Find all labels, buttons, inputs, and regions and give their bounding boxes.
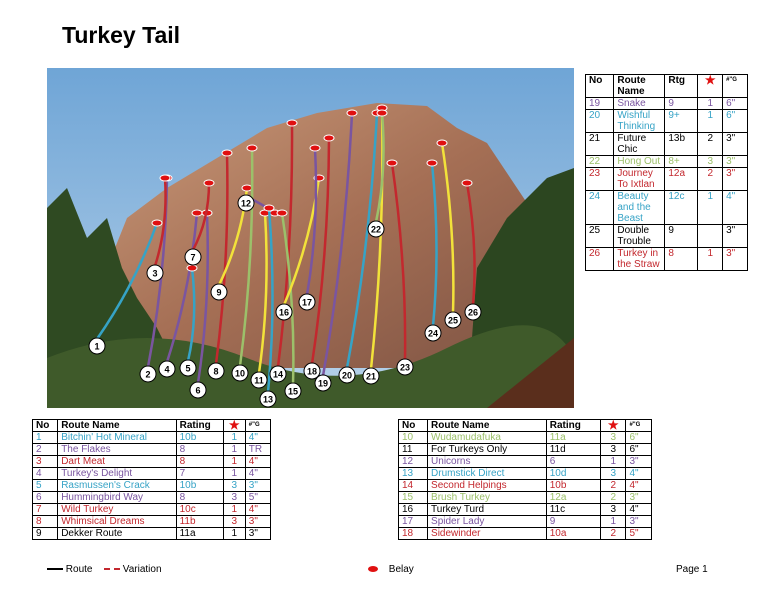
table-row [399, 456, 652, 468]
route-pro: 3" [245, 516, 270, 528]
belay-marker [347, 110, 357, 116]
route-number: 24 [427, 328, 439, 339]
route-name: For Turkeys Only [428, 444, 547, 456]
route-no: 26 [586, 248, 614, 271]
route-stars: 1 [601, 456, 626, 468]
belay-marker [377, 110, 387, 116]
table-row [586, 156, 748, 168]
route-pro: 4" [245, 432, 270, 444]
route-name: Future Chic [614, 133, 665, 156]
route-number-marker [89, 338, 105, 354]
route-no: 9 [33, 528, 58, 540]
route-rating: 11a [176, 528, 223, 540]
route-name: Turkey's Delight [58, 468, 176, 480]
route-rating: 9 [665, 225, 698, 248]
route-name: Second Helpings [428, 480, 547, 492]
route-number-marker [368, 221, 384, 237]
route-pro: 6" [626, 444, 652, 456]
table-row [33, 456, 271, 468]
page-number: Page 1 [676, 564, 708, 575]
route-rating: 8 [176, 492, 223, 504]
route-no: 16 [399, 504, 428, 516]
route-name: Hummingbird Way [58, 492, 176, 504]
route-stars: 3 [223, 480, 245, 492]
route-pro: 6" [626, 432, 652, 444]
table-row [399, 528, 652, 540]
route-name: The Flakes [58, 444, 176, 456]
star-icon: ★ [698, 75, 723, 98]
route-pro: 3" [626, 492, 652, 504]
belay-marker [264, 205, 274, 211]
route-number: 19 [317, 378, 329, 389]
route-no: 19 [586, 98, 614, 110]
route-stars: 1 [223, 444, 245, 456]
route-name: Dekker Route [58, 528, 176, 540]
belay-marker [437, 140, 447, 146]
route-stars: 1 [698, 110, 723, 133]
route-rating: 10b [176, 480, 223, 492]
route-rating: 12a [546, 492, 600, 504]
belay-marker [247, 145, 257, 151]
route-no: 14 [399, 480, 428, 492]
table-row [586, 225, 748, 248]
route-pro: 5" [245, 492, 270, 504]
route-stars: 2 [601, 480, 626, 492]
route-no: 12 [399, 456, 428, 468]
route-no: 15 [399, 492, 428, 504]
belay-marker [287, 120, 297, 126]
route-name: Turkey Turd [428, 504, 547, 516]
route-stars: 1 [698, 191, 723, 225]
route-no: 21 [586, 133, 614, 156]
route-name: Wudamudafuka [428, 432, 547, 444]
route-no: 3 [33, 456, 58, 468]
route-stars: 1 [698, 248, 723, 271]
route-rating: 9 [546, 516, 600, 528]
table-row [586, 110, 748, 133]
route-stars: 3 [698, 156, 723, 168]
route-no: 23 [586, 168, 614, 191]
route-name: Wild Turkey [58, 504, 176, 516]
route-pro: 6" [723, 110, 748, 133]
table-row [33, 528, 271, 540]
route-number: 11 [254, 375, 264, 386]
table-row [33, 516, 271, 528]
legend-belay-label: Belay [388, 564, 414, 575]
belay-marker [222, 150, 232, 156]
route-pro: 3" [723, 133, 748, 156]
route-rating: 11b [176, 516, 223, 528]
route-name: Bitchin' Hot Mineral [58, 432, 176, 444]
route-stars: 3 [223, 516, 245, 528]
route-pro: 5" [626, 528, 652, 540]
route-pro: 4" [626, 504, 652, 516]
pro-size-icon: #"G [723, 75, 748, 98]
route-no: 24 [586, 191, 614, 225]
route-number: 16 [278, 307, 290, 318]
route-pro: 6" [723, 98, 748, 110]
pro-size-icon: #"G [626, 420, 652, 432]
belay-marker [187, 265, 197, 271]
route-name: Drumstick Direct [428, 468, 547, 480]
route-number-marker [180, 360, 196, 376]
route-table-left [32, 419, 271, 540]
route-number: 13 [262, 394, 274, 405]
table-row [33, 468, 271, 480]
route-number-marker [270, 366, 286, 382]
header-route-name: Route Name [58, 420, 176, 432]
topo-photo [47, 68, 574, 408]
belay-marker [277, 210, 287, 216]
route-number: 4 [164, 364, 170, 375]
legend-variation-label: Variation [122, 564, 162, 575]
route-number-marker [276, 304, 292, 320]
route-stars: 1 [223, 432, 245, 444]
route-number: 8 [213, 366, 219, 377]
route-pro: 3" [245, 480, 270, 492]
route-number: 9 [216, 287, 222, 298]
table-row [399, 468, 652, 480]
page-title: Turkey Tail [62, 22, 181, 48]
route-number: 26 [467, 307, 479, 318]
belay-marker [324, 135, 334, 141]
route-rating: 10b [546, 480, 600, 492]
route-name: Whimsical Dreams [58, 516, 176, 528]
route-number-marker [397, 359, 413, 375]
route-number: 18 [306, 366, 318, 377]
route-number-marker [465, 304, 481, 320]
route-rating: 12c [665, 191, 698, 225]
route-line-icon [47, 568, 63, 570]
header-rating: Rtg [665, 75, 698, 98]
route-stars: 2 [601, 528, 626, 540]
route-number-marker [147, 265, 163, 281]
legend-belay [368, 564, 414, 575]
table-row [33, 504, 271, 516]
route-number: 1 [94, 341, 100, 352]
variation-line-icon [104, 568, 120, 570]
route-no: 7 [33, 504, 58, 516]
route-no: 10 [399, 432, 428, 444]
route-number-marker [190, 382, 206, 398]
route-rating: 10b [176, 432, 223, 444]
route-rating: 11d [546, 444, 600, 456]
route-rating: 10a [546, 528, 600, 540]
route-name: Beauty and the Beast [614, 191, 665, 225]
route-number-marker [185, 249, 201, 265]
route-pro: 4" [626, 480, 652, 492]
belay-marker [160, 175, 170, 181]
route-name: Double Trouble [614, 225, 665, 248]
route-number: 7 [190, 252, 196, 263]
route-number: 14 [272, 369, 284, 380]
route-stars: 1 [223, 456, 245, 468]
route-name: Turkey in the Straw [614, 248, 665, 271]
route-stars: 2 [698, 133, 723, 156]
star-icon: ★ [601, 420, 626, 432]
route-rating: 7 [176, 468, 223, 480]
route-no: 11 [399, 444, 428, 456]
belay-marker [204, 180, 214, 186]
route-no: 20 [586, 110, 614, 133]
star-icon: ★ [223, 420, 245, 432]
route-stars: 2 [601, 492, 626, 504]
route-number-marker [425, 325, 441, 341]
route-number-marker [260, 391, 276, 407]
route-number-marker [232, 365, 248, 381]
header-no: No [399, 420, 428, 432]
route-pro: 3" [723, 168, 748, 191]
table-row [399, 504, 652, 516]
header-rating: Rating [546, 420, 600, 432]
legend-variation [104, 564, 162, 575]
pro-size-icon: #"G [245, 420, 270, 432]
table-row [33, 480, 271, 492]
header-route-name: Route Name [428, 420, 547, 432]
route-rating: 8+ [665, 156, 698, 168]
route-stars: 3 [223, 492, 245, 504]
route-stars: 1 [223, 504, 245, 516]
route-stars: 1 [223, 468, 245, 480]
route-no: 25 [586, 225, 614, 248]
route-name: Unicorns [428, 456, 547, 468]
route-no: 17 [399, 516, 428, 528]
route-number-marker [445, 312, 461, 328]
route-number: 6 [195, 385, 201, 396]
route-name: Spider Lady [428, 516, 547, 528]
belay-marker [242, 185, 252, 191]
route-pro: 3" [723, 156, 748, 168]
route-rating: 6 [546, 456, 600, 468]
table-row [586, 98, 748, 110]
route-number-marker [363, 368, 379, 384]
route-pro: 3" [723, 248, 748, 271]
route-number: 23 [399, 362, 411, 373]
route-number: 2 [145, 369, 151, 380]
route-number: 15 [287, 386, 299, 397]
route-rating: 10d [546, 468, 600, 480]
route-no: 18 [399, 528, 428, 540]
route-number-marker [251, 372, 267, 388]
route-stars: 3 [601, 468, 626, 480]
route-no: 1 [33, 432, 58, 444]
table-row [399, 444, 652, 456]
route-pro: 4" [245, 456, 270, 468]
route-pro: 3" [245, 528, 270, 540]
belay-marker [310, 145, 320, 151]
route-number: 25 [447, 315, 459, 326]
table-row [33, 492, 271, 504]
route-no: 22 [586, 156, 614, 168]
route-name: Journey To Ixtlan [614, 168, 665, 191]
route-table-right [585, 74, 748, 271]
route-pro: 4" [723, 191, 748, 225]
route-rating: 9 [665, 98, 698, 110]
route-name: Rasmussen's Crack [58, 480, 176, 492]
route-stars: 1 [698, 98, 723, 110]
route-number-marker [159, 361, 175, 377]
table-row [399, 492, 652, 504]
route-number-marker [285, 383, 301, 399]
belay-marker [462, 180, 472, 186]
route-number-marker [339, 367, 355, 383]
table-row [399, 432, 652, 444]
table-row [586, 248, 748, 271]
route-stars: 1 [223, 528, 245, 540]
route-no: 5 [33, 480, 58, 492]
table-row [399, 480, 652, 492]
route-stars: 3 [601, 444, 626, 456]
table-row [586, 133, 748, 156]
route-number: 5 [185, 363, 191, 374]
route-number-marker [140, 366, 156, 382]
route-number: 12 [240, 198, 252, 209]
route-stars: 2 [698, 168, 723, 191]
route-rating: 13b [665, 133, 698, 156]
route-name: Hong Out [614, 156, 665, 168]
route-name: Dart Meat [58, 456, 176, 468]
belay-marker [192, 210, 202, 216]
route-name: Wishful Thinking [614, 110, 665, 133]
route-name: Brush Turkey [428, 492, 547, 504]
route-pro: 4" [245, 504, 270, 516]
table-row [586, 191, 748, 225]
route-number: 17 [301, 297, 313, 308]
belay-marker [152, 220, 162, 226]
route-rating: 8 [176, 444, 223, 456]
belay-icon [368, 566, 378, 572]
header-route-name: Route Name [614, 75, 665, 98]
belay-marker [427, 160, 437, 166]
route-stars: 1 [601, 516, 626, 528]
route-number: 21 [365, 371, 377, 382]
table-row [33, 432, 271, 444]
route-rating: 9+ [665, 110, 698, 133]
route-number: 20 [341, 370, 353, 381]
route-pro: 3" [723, 225, 748, 248]
route-rating: 12a [665, 168, 698, 191]
header-no: No [33, 420, 58, 432]
route-pro: TR [245, 444, 270, 456]
route-stars: 3 [601, 432, 626, 444]
route-rating: 10c [176, 504, 223, 516]
table-row [399, 516, 652, 528]
header-rating: Rating [176, 420, 223, 432]
route-rating: 8 [665, 248, 698, 271]
route-number-marker [211, 284, 227, 300]
route-table-middle [398, 419, 652, 540]
route-pro: 3" [626, 456, 652, 468]
route-no: 8 [33, 516, 58, 528]
legend-route [47, 564, 92, 575]
route-stars: 3 [601, 504, 626, 516]
route-number-marker [208, 363, 224, 379]
route-number-marker [299, 294, 315, 310]
route-no: 13 [399, 468, 428, 480]
route-pro: 4" [626, 468, 652, 480]
header-no: No [586, 75, 614, 98]
route-no: 4 [33, 468, 58, 480]
route-number: 10 [234, 368, 246, 379]
route-no: 6 [33, 492, 58, 504]
legend-route-label: Route [65, 564, 93, 575]
route-rating: 8 [176, 456, 223, 468]
route-rating: 11a [546, 432, 600, 444]
route-number: 3 [152, 268, 158, 279]
route-no: 2 [33, 444, 58, 456]
route-number: 22 [370, 224, 382, 235]
belay-marker [387, 160, 397, 166]
route-stars [698, 225, 723, 248]
table-row [33, 444, 271, 456]
route-number-marker [238, 195, 254, 211]
table-row [586, 168, 748, 191]
route-name: Sidewinder [428, 528, 547, 540]
route-rating: 11c [546, 504, 600, 516]
route-pro: 4" [245, 468, 270, 480]
route-name: Snake [614, 98, 665, 110]
route-pro: 3" [626, 516, 652, 528]
route-number-marker [315, 375, 331, 391]
